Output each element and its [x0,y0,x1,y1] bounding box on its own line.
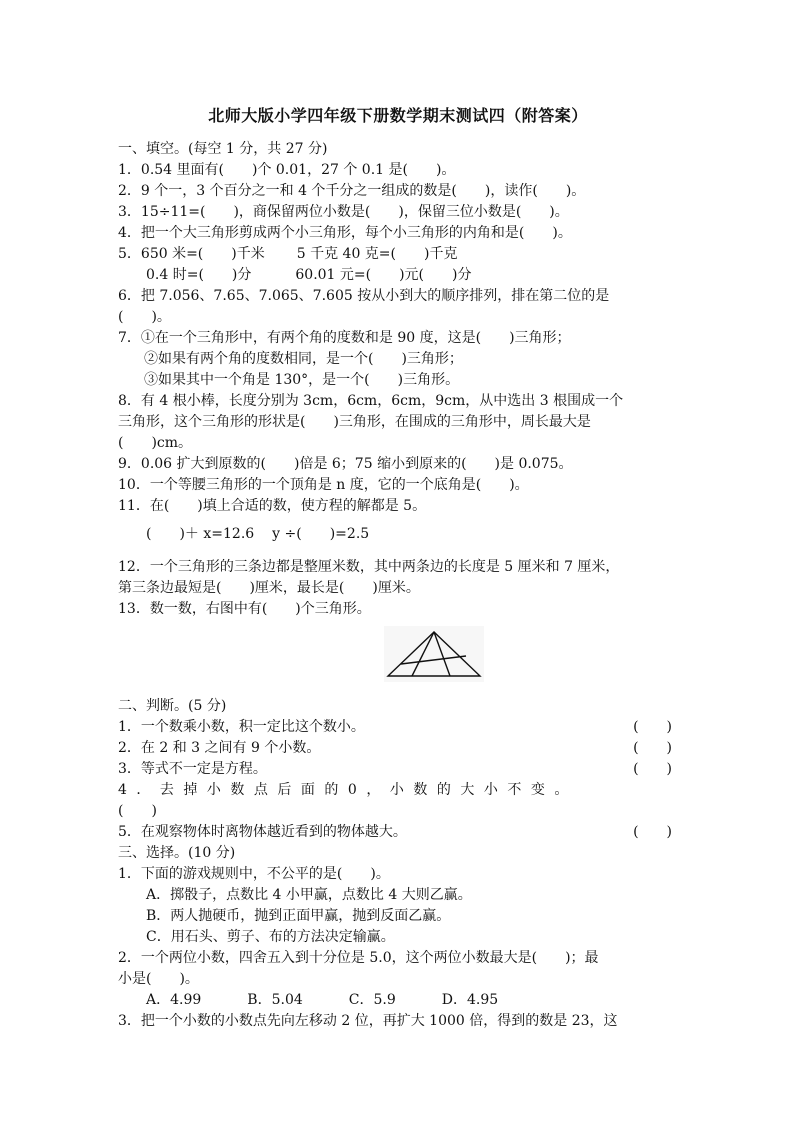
question-1-8-line3: ( )cm。 [118,435,193,451]
question-1-12-line1: 12．一个三角形的三条边都是整厘米数，其中两条边的长度是 5 厘米和 7 厘米， [118,559,620,575]
question-1-5b-right: 60.01 元=( )元( )分 [295,267,472,283]
question-1-6-line2: ( )。 [118,309,171,325]
answer-paren-2: ( ) [633,740,672,756]
choice-options-2 [118,990,678,1011]
equation-1: ( )＋ x=12.6 [146,526,255,542]
judge-text-1: 1．一个数乘小数，积一定比这个数小。 [118,719,365,735]
choice-option-2a: A．4.99 [146,992,202,1008]
choice-question-2-line2: 小是( )。 [118,971,199,987]
judge-item-4-line2: ( ) [118,803,157,819]
question-1-8-line1: 8．有 4 根小棒，长度分别为 3cm，6cm，6cm，9cm，从中选出 3 根围成一个 [118,393,624,409]
question-1-10: 10．一个等腰三角形的一个顶角是 n 度，它的一个底角是( )。 [118,477,529,493]
question-1-4: 4．把一个大三角形剪成两个小三角形，每个小三角形的内角和是( )。 [118,225,572,241]
judge-item-4-line1: 4．去掉小数点后面的0，小数的大小不变。 [118,782,578,798]
judge-item-5 [118,822,678,843]
section-choice-heading: 三、选择。(10 分) [118,845,236,861]
choice-option-1c: C．用石头、剪子、布的方法决定输赢。 [146,929,395,945]
question-1-2: 2．9 个一，3 个百分之一和 4 个千分之一组成的数是( )，读作( )。 [118,183,586,199]
judge-item-3 [118,759,678,780]
question-1-11-equations [118,524,678,545]
question-1-12-line2: 第三条边最短是( )厘米，最长是( )厘米。 [118,580,420,596]
choice-question-1: 1．下面的游戏规则中，不公平的是( )。 [118,866,390,882]
choice-option-1a: A．掷骰子，点数比 4 小甲赢，点数比 4 大则乙赢。 [146,887,472,903]
question-1-13: 13．数一数，右图中有( )个三角形。 [118,601,371,617]
judge-item-2 [118,738,678,759]
equation-2: y ÷( )=2.5 [272,526,370,542]
judge-item-1 [118,717,678,738]
question-1-5a-right: 5 千克 40 克=( )千克 [296,246,458,262]
question-1-8-line2: 三角形，这个三角形的形状是( )三角形，在围成的三角形中，周长最大是 [118,414,591,430]
answer-paren-1: ( ) [633,719,672,735]
choice-option-1b: B．两人抛硬币，抛到正面甲赢，抛到反面乙赢。 [146,908,451,924]
choice-option-2d: D．4.95 [441,992,499,1008]
question-1-5a [118,244,678,265]
triangle-figure [384,626,484,682]
question-1-7-line2: ②如果有两个角的度数相同，是一个( )三角形； [144,351,463,367]
question-1-5b [118,265,678,286]
question-1-7-line1: 7．①在一个三角形中，有两个角的度数和是 90 度，这是( )三角形； [118,330,571,346]
choice-option-2b: B．5.04 [247,992,303,1008]
question-1-7-line3: ③如果其中一个角是 130°，是一个( )三角形。 [144,372,460,388]
answer-paren-5: ( ) [633,824,672,840]
question-1-3: 3．15÷11=( )，商保留两位小数是( )，保留三位小数是( )。 [118,204,569,220]
question-1-9: 9．0.06 扩大到原数的( )倍是 6；75 缩小到原来的( )是 0.075。 [118,456,573,472]
choice-option-2c: C．5.9 [348,992,396,1008]
choice-question-2-line1: 2．一个两位小数，四舍五入到十分位是 5.0，这个两位小数最大是( )；最 [118,950,599,966]
question-1-1: 1．0.54 里面有( )个 0.01，27 个 0.1 是( )。 [118,162,456,178]
judge-text-2: 2．在 2 和 3 之间有 9 个小数。 [118,740,321,756]
page-title: 北师大版小学四年级下册数学期末测试四（附答案） [208,106,588,125]
question-1-11: 11．在( )填上合适的数，使方程的解都是 5。 [118,498,427,514]
section-fill-heading: 一、填空。(每空 1 分，共 27 分) [118,141,328,157]
answer-paren-3: ( ) [633,761,672,777]
choice-question-3: 3．把一个小数的小数点先向左移动 2 位，再扩大 1000 倍，得到的数是 23，这 [118,1013,618,1029]
question-1-5b-left: 0.4 时=( )分 [146,267,252,283]
judge-text-3: 3．等式不一定是方程。 [118,761,267,777]
figure-background [384,626,484,682]
section-judge-heading: 二、判断。(5 分) [118,698,227,714]
question-1-5a-left: 5．650 米=( )千米 [118,246,265,262]
judge-text-5: 5．在观察物体时离物体越近看到的物体越大。 [118,824,407,840]
question-1-6-line1: 6．把 7.056、7.65、7.065、7.605 按从小到大的顺序排列，排在第二位的是 [118,288,610,304]
exam-page [118,105,678,1032]
